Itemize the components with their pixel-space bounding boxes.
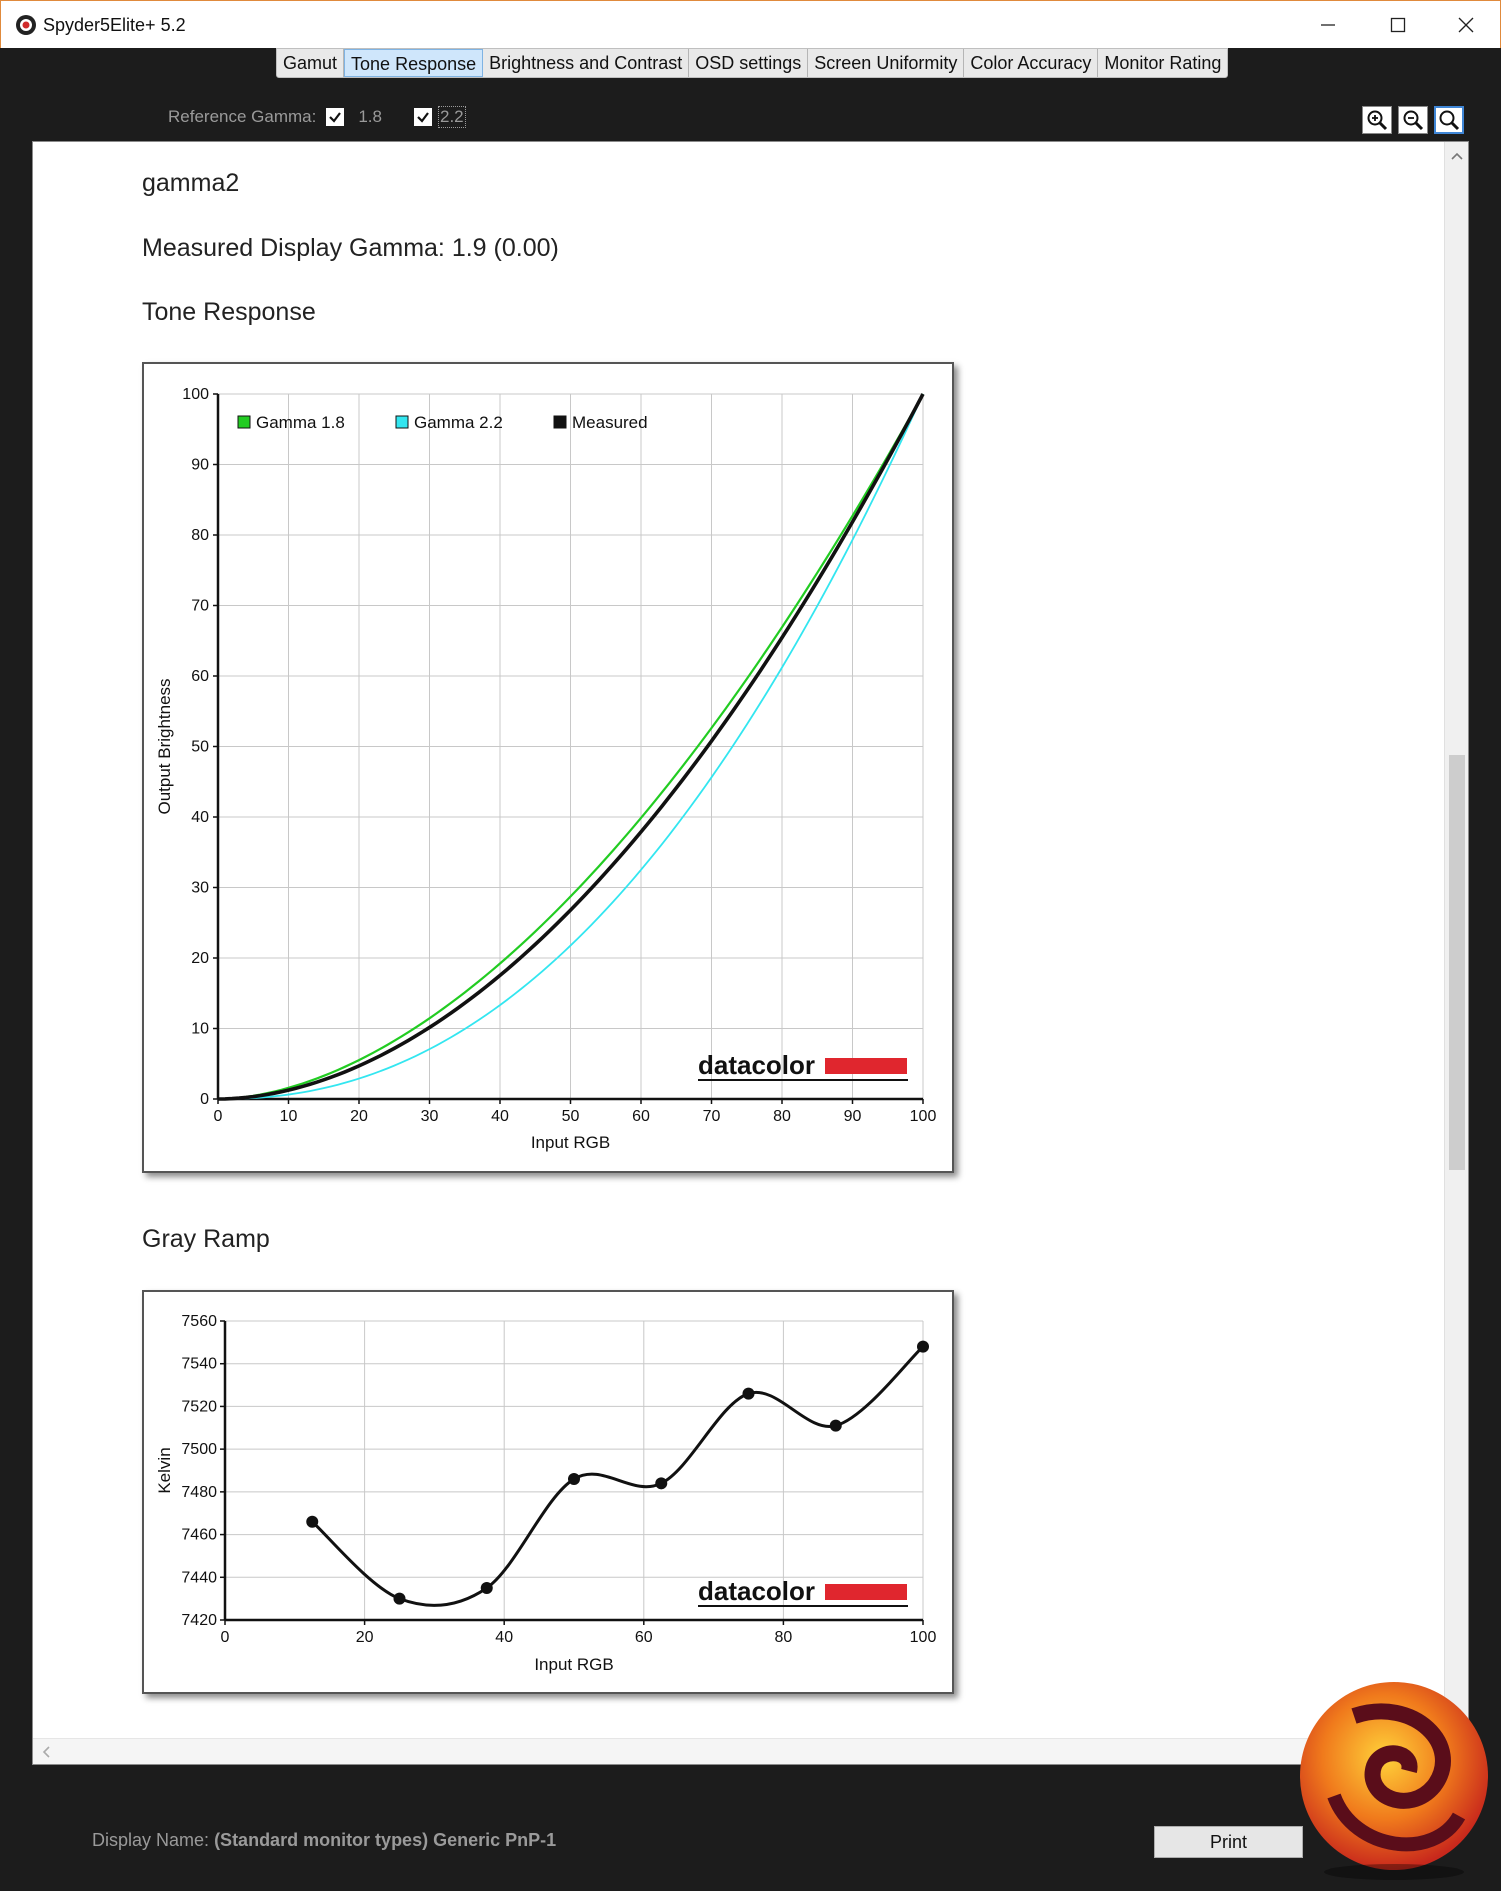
scroll-thumb[interactable] — [1449, 755, 1465, 1170]
checkbox-checked-icon — [416, 110, 430, 124]
title-bar — [0, 0, 1501, 48]
checkbox-checked-icon — [328, 110, 342, 124]
gray-ramp-heading: Gray Ramp — [142, 1225, 270, 1253]
y-tick-label: 0 — [200, 1091, 209, 1108]
legend-gamma-18-swatch — [238, 416, 250, 428]
minimize-icon — [1320, 17, 1336, 33]
scroll-left-icon[interactable] — [41, 1746, 51, 1758]
y-tick-label: 80 — [191, 527, 209, 544]
display-name-caption: Display Name: — [92, 1830, 210, 1850]
datacolor-logo-bar — [825, 1058, 907, 1074]
y-tick-label: 7480 — [181, 1483, 217, 1501]
maximize-icon — [1390, 17, 1406, 33]
tab-screen-uniformity[interactable]: Screen Uniformity — [808, 49, 964, 77]
tab-osd-settings[interactable]: OSD settings — [689, 49, 808, 77]
y-tick-label: 30 — [191, 879, 209, 897]
zoom-out-icon — [1402, 109, 1424, 131]
gray-ramp-point — [917, 1341, 929, 1353]
scroll-up-icon[interactable] — [1451, 150, 1463, 162]
tone-response-heading: Tone Response — [142, 298, 316, 326]
y-axis-label: Output Brightness — [155, 678, 174, 815]
y-tick-label: 50 — [191, 738, 209, 756]
y-tick-label: 100 — [182, 386, 209, 403]
zoom-in-button[interactable] — [1362, 106, 1392, 134]
y-tick-label: 7520 — [181, 1398, 217, 1416]
close-icon — [1458, 17, 1474, 33]
close-button[interactable] — [1431, 1, 1501, 49]
tab-brightness-contrast[interactable]: Brightness and Contrast — [483, 49, 689, 77]
x-tick-label: 0 — [220, 1629, 230, 1646]
gamma-18-checkbox[interactable] — [326, 108, 344, 126]
legend-gamma-22-label: Gamma 2.2 — [414, 413, 503, 432]
tone-response-chart — [142, 362, 954, 1173]
y-axis-label: Kelvin — [155, 1447, 174, 1494]
gray-ramp-line — [312, 1347, 923, 1606]
y-tick-label: 40 — [191, 809, 209, 826]
x-tick-label: 100 — [909, 1629, 937, 1646]
tone-response-svg — [144, 364, 952, 1171]
minimize-button[interactable] — [1293, 1, 1363, 49]
y-tick-label: 70 — [191, 597, 209, 615]
zoom-fit-button[interactable] — [1434, 106, 1464, 134]
app-logo-icon — [15, 14, 37, 36]
x-tick-label: 100 — [909, 1108, 937, 1125]
gamma-18-value: 1.8 — [358, 107, 382, 126]
gray-ramp-point — [481, 1582, 493, 1594]
y-tick-label: 7500 — [181, 1441, 217, 1459]
x-tick-label: 20 — [355, 1629, 374, 1646]
x-tick-label: 70 — [702, 1108, 721, 1125]
y-tick-label: 90 — [191, 456, 209, 474]
gray-ramp-point — [830, 1420, 842, 1432]
report-panel — [32, 141, 1469, 1765]
window-title: Spyder5Elite+ 5.2 — [43, 15, 186, 35]
display-name-value: (Standard monitor types) Generic PnP-1 — [214, 1830, 557, 1850]
gray-ramp-svg — [144, 1292, 952, 1692]
watermark-logo — [1294, 1676, 1494, 1886]
tab-tone-response[interactable]: Tone Response — [344, 49, 483, 77]
x-tick-label: 50 — [561, 1108, 580, 1125]
x-tick-label: 10 — [279, 1108, 298, 1125]
gray-ramp-point — [394, 1593, 406, 1605]
x-tick-label: 20 — [350, 1108, 368, 1125]
y-tick-label: 20 — [191, 950, 209, 967]
legend-measured-label: Measured — [572, 413, 648, 432]
gray-ramp-point — [655, 1477, 667, 1489]
datacolor-logo-bar — [825, 1584, 907, 1600]
x-tick-label: 40 — [495, 1629, 514, 1646]
tab-monitor-rating[interactable]: Monitor Rating — [1104, 53, 1222, 73]
gray-ramp-point — [306, 1516, 318, 1528]
reference-gamma-label: Reference Gamma: — [168, 107, 317, 126]
tab-gamut[interactable]: Gamut — [277, 49, 344, 77]
legend-gamma-18-label: Gamma 1.8 — [256, 413, 345, 432]
gray-ramp-point — [568, 1473, 580, 1485]
vertical-scrollbar[interactable] — [1444, 142, 1468, 1737]
zoom-controls — [1362, 106, 1464, 134]
gray-ramp-chart — [142, 1290, 954, 1694]
legend-gamma-22-swatch — [396, 416, 408, 428]
measured-gamma-text: Measured Display Gamma: 1.9 (0.00) — [142, 234, 559, 262]
print-button[interactable]: Print — [1154, 1826, 1303, 1858]
datacolor-logo-text: datacolor — [698, 1050, 816, 1080]
zoom-in-icon — [1366, 109, 1388, 131]
tab-bar — [276, 48, 1228, 78]
x-tick-label: 30 — [420, 1108, 439, 1125]
x-tick-label: 0 — [213, 1108, 223, 1125]
datacolor-logo-text: datacolor — [698, 1576, 816, 1606]
y-tick-label: 10 — [191, 1020, 209, 1038]
legend-measured-swatch — [554, 416, 566, 428]
x-tick-label: 90 — [843, 1108, 862, 1125]
display-name-label — [92, 1830, 556, 1851]
x-axis-label: Input RGB — [534, 1655, 614, 1674]
maximize-button[interactable] — [1363, 1, 1433, 49]
gamma-22-value: 2.2 — [439, 107, 464, 126]
y-tick-label: 7560 — [181, 1313, 217, 1330]
gamma-22-checkbox[interactable] — [414, 108, 432, 126]
x-tick-label: 80 — [773, 1108, 791, 1125]
tab-color-accuracy[interactable]: Color Accuracy — [964, 49, 1098, 77]
x-axis-label: Input RGB — [530, 1133, 611, 1152]
y-tick-label: 60 — [191, 668, 209, 685]
reference-gamma-bar — [168, 104, 466, 130]
x-tick-label: 80 — [774, 1629, 793, 1646]
zoom-out-button[interactable] — [1398, 106, 1428, 134]
x-tick-label: 40 — [491, 1108, 509, 1125]
horizontal-scrollbar[interactable] — [33, 1738, 1469, 1764]
y-tick-label: 7420 — [181, 1612, 217, 1629]
y-tick-label: 7460 — [181, 1526, 217, 1544]
zoom-fit-icon — [1438, 109, 1460, 131]
x-tick-label: 60 — [634, 1629, 653, 1646]
x-tick-label: 60 — [632, 1108, 650, 1125]
y-tick-label: 7540 — [181, 1355, 217, 1373]
profile-name: gamma2 — [142, 169, 240, 197]
y-tick-label: 7440 — [181, 1569, 217, 1587]
gray-ramp-point — [743, 1388, 755, 1400]
